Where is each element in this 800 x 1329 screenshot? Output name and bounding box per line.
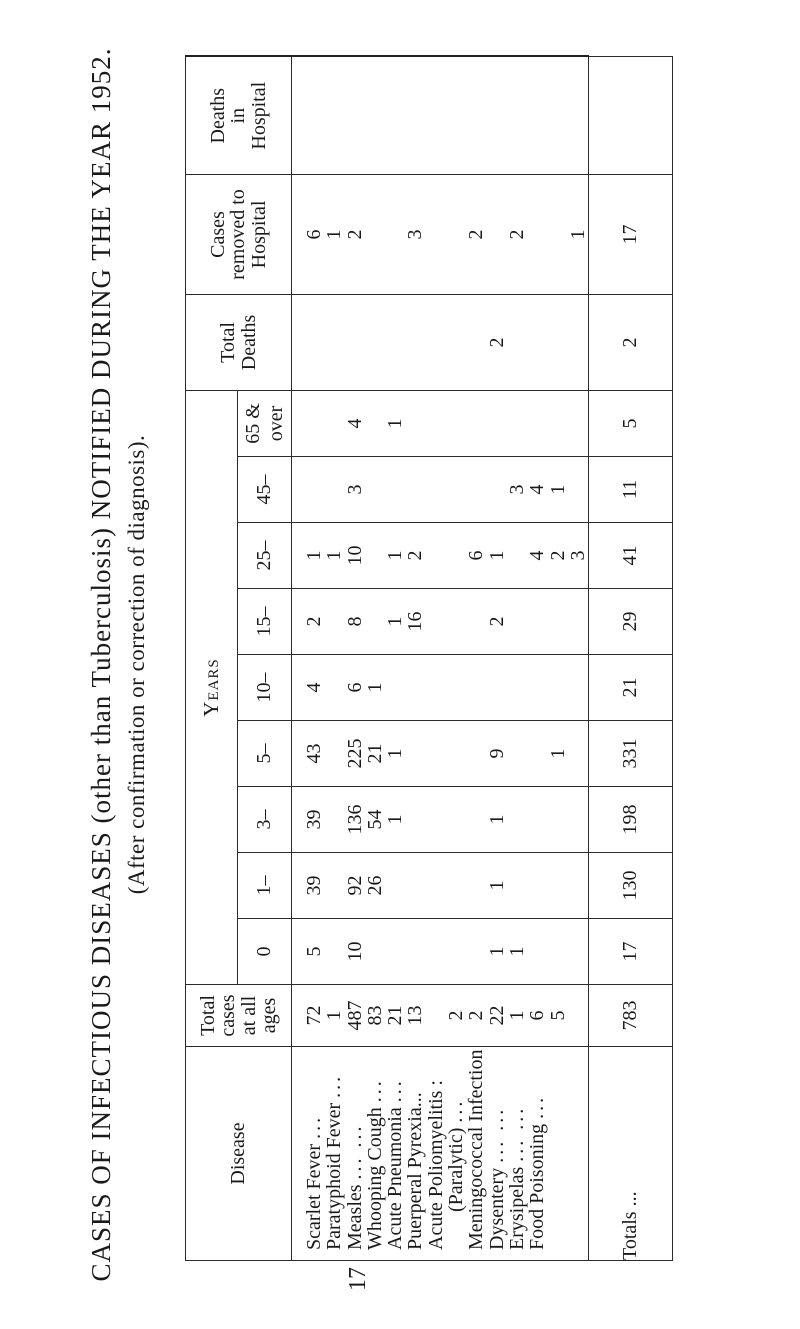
age-cell: 2	[546, 550, 569, 561]
total-cases-cell: 2	[465, 1010, 488, 1021]
totals-deaths: 2	[589, 294, 673, 390]
disease-name	[304, 1047, 324, 1260]
removed-cell: 1	[323, 229, 346, 240]
age-cell: 92	[343, 875, 366, 896]
hospital-deaths-cell	[405, 57, 425, 174]
age-cell	[426, 721, 446, 786]
age-cell	[324, 589, 344, 654]
age-cell	[365, 523, 385, 588]
age-cell: 10	[343, 545, 366, 566]
age-10-column	[292, 655, 589, 721]
deaths-cell	[426, 295, 446, 390]
totals-age-1: 130	[589, 853, 673, 919]
disease-label: Acute Pneumonia	[384, 1107, 407, 1250]
age-cell	[568, 919, 588, 984]
age-cell: 1	[323, 550, 346, 561]
header-disease: Disease	[186, 1047, 292, 1261]
header-age-1: 1–	[238, 853, 292, 919]
age-cell: 43	[303, 743, 325, 764]
age-cell	[507, 721, 527, 786]
age-cell: 1	[384, 814, 407, 825]
age-cell	[507, 853, 527, 918]
removed-cell	[426, 175, 446, 294]
age-cell: 5	[303, 946, 325, 957]
age-cell	[527, 391, 547, 456]
age-cell	[385, 655, 405, 720]
age-cell	[527, 721, 547, 786]
hospital-deaths-cell	[385, 57, 405, 174]
disease-column	[292, 1047, 589, 1261]
age-cell	[548, 589, 568, 654]
total-cases-cell: 13	[404, 1005, 427, 1026]
totals-removed: 17	[589, 174, 673, 294]
age-cell	[527, 787, 547, 852]
removed-cell: 1	[566, 229, 589, 240]
age-cell: 39	[303, 875, 325, 896]
disease-name	[446, 1047, 466, 1260]
total-cases-cell: 22	[485, 1005, 508, 1026]
disease-label: Food Poisoning	[526, 1123, 549, 1250]
removed-cell: 2	[343, 229, 366, 240]
removed-cell: 2	[505, 229, 528, 240]
age-cell: 4	[343, 418, 366, 429]
leader-dots: ...	[384, 1078, 407, 1103]
age-cell	[446, 391, 466, 456]
header-deaths-in-hospital: Deaths in Hospital	[186, 56, 292, 174]
totals-row	[589, 56, 673, 1260]
age-cell	[426, 589, 446, 654]
age-cell: 39	[303, 809, 325, 830]
age-cell	[405, 457, 425, 522]
age-cell: 6	[343, 682, 366, 693]
totals-age-45: 11	[589, 457, 673, 523]
disease-name	[385, 1047, 405, 1260]
age-cell	[324, 391, 344, 456]
age-cell: 21	[363, 743, 386, 764]
header-total-cases: Total cases at all ages	[186, 985, 292, 1047]
age-cell	[466, 457, 486, 522]
total-cases-cell: 1	[505, 1010, 528, 1021]
age-cell: 4	[526, 484, 549, 495]
age-cell: 9	[485, 748, 508, 759]
page-number: 17	[345, 1267, 371, 1291]
header-age-45: 45–	[238, 457, 292, 523]
age-cell: 6	[465, 550, 488, 561]
age-cell	[324, 721, 344, 786]
deaths-cell	[405, 295, 425, 390]
age-cell	[507, 391, 527, 456]
hospital-deaths-cell	[568, 57, 588, 174]
totals-age-5: 331	[589, 721, 673, 787]
totals-label: Totals ...	[589, 1047, 673, 1261]
totals-age-3: 198	[589, 787, 673, 853]
age-cell: 26	[363, 875, 386, 896]
hospital-deaths-cell	[527, 57, 547, 174]
header-removed-to-hospital: Cases removed to Hospital	[186, 174, 292, 294]
age-cell: 1	[363, 682, 386, 693]
age-cell: 1	[485, 946, 508, 957]
age-cell: 8	[343, 616, 366, 627]
age-cell	[365, 457, 385, 522]
header-total-deaths: Total Deaths	[186, 294, 292, 390]
removed-cell: 6	[303, 229, 325, 240]
totals-age-65-over: 5	[589, 390, 673, 456]
age-cell	[466, 787, 486, 852]
age-cell	[446, 655, 466, 720]
removed-cell	[527, 175, 547, 294]
disease-name: Puerperal Pyrexia...	[404, 1092, 427, 1250]
totals-age-10: 21	[589, 655, 673, 721]
total-cases-cell	[426, 985, 446, 1046]
disease-label: Scarlet Fever	[303, 1143, 325, 1250]
age-cell	[446, 919, 466, 984]
leader-dots: ...	[323, 1073, 346, 1098]
deaths-cell	[527, 295, 547, 390]
total-deaths-column	[292, 294, 589, 390]
header-age-15: 15–	[238, 589, 292, 655]
age-cell: 3	[566, 550, 589, 561]
header-age-65-over: 65 & over	[238, 390, 292, 456]
age-cell	[568, 391, 588, 456]
disease-label: Whooping Cough	[363, 1107, 386, 1250]
age-cell	[365, 919, 385, 984]
total-cases-cell: 2	[445, 1010, 468, 1021]
deaths-cell	[446, 295, 466, 390]
age-cell	[324, 655, 344, 720]
age-15-column	[292, 589, 589, 655]
header-years: Years	[186, 390, 238, 984]
header-age-5: 5–	[238, 721, 292, 787]
age-cell: 1	[505, 946, 528, 957]
age-cell	[426, 853, 446, 918]
leader-dots: ... ...	[343, 1123, 366, 1180]
age-cell	[324, 787, 344, 852]
disease-name	[345, 1047, 365, 1260]
age-cell	[446, 523, 466, 588]
age-cell	[365, 391, 385, 456]
age-cell	[304, 391, 324, 456]
age-cell	[405, 919, 425, 984]
removed-cell	[548, 175, 568, 294]
disease-label: Measles	[343, 1184, 366, 1250]
disease-name	[548, 1047, 568, 1260]
age-45-column	[292, 457, 589, 523]
disease-name: Acute Poliomyelitis :	[424, 1080, 447, 1250]
age-cell	[426, 391, 446, 456]
age-cell: 4	[303, 682, 325, 693]
deaths-cell	[466, 295, 486, 390]
age-cell	[426, 457, 446, 522]
totals-hospital-deaths	[589, 56, 673, 174]
age-1-column	[292, 853, 589, 919]
age-cell	[405, 853, 425, 918]
age-cell: 1	[485, 880, 508, 891]
age-cell	[507, 787, 527, 852]
age-cell	[568, 457, 588, 522]
age-cell: 1	[384, 418, 407, 429]
disease-name	[507, 1047, 527, 1260]
age-cell	[365, 589, 385, 654]
age-cell	[385, 457, 405, 522]
removed-cell	[385, 175, 405, 294]
age-cell: 1	[485, 550, 508, 561]
deaths-cell	[385, 295, 405, 390]
age-cell: 1	[303, 550, 325, 561]
hospital-deaths-cell	[548, 57, 568, 174]
age-cell	[405, 655, 425, 720]
age-cell	[405, 391, 425, 456]
deaths-cell	[345, 295, 365, 390]
age-25-column	[292, 523, 589, 589]
age-cell	[548, 655, 568, 720]
disease-name	[365, 1047, 385, 1260]
age-cell: 1	[384, 748, 407, 759]
removed-cell	[365, 175, 385, 294]
totals-age-15: 29	[589, 589, 673, 655]
age-cell: 3	[343, 484, 366, 495]
age-cell: 10	[343, 941, 366, 962]
age-cell: 1	[485, 814, 508, 825]
hospital-deaths-cell	[324, 57, 344, 174]
disease-name	[568, 1047, 588, 1260]
age-cell	[568, 721, 588, 786]
deaths-cell	[548, 295, 568, 390]
leader-dots: ...	[303, 1114, 325, 1139]
deaths-cell	[365, 295, 385, 390]
leader-dots: ... ...	[485, 1106, 508, 1163]
age-cell	[527, 853, 547, 918]
hospital-deaths-cell	[365, 57, 385, 174]
header-age-0: 0	[238, 919, 292, 985]
disease-rows	[292, 56, 589, 1260]
age-5-column	[292, 721, 589, 787]
disease-label: (Paralytic)	[445, 1127, 468, 1212]
age-cell	[548, 853, 568, 918]
age-cell	[446, 721, 466, 786]
leader-dots: ...	[363, 1078, 386, 1103]
age-cell	[446, 589, 466, 654]
hospital-deaths-cell	[487, 57, 507, 174]
hospital-deaths-cell	[507, 57, 527, 174]
age-cell	[527, 655, 547, 720]
deaths-cell	[324, 295, 344, 390]
age-cell	[324, 457, 344, 522]
leader-dots: ... ...	[505, 1105, 528, 1162]
disease-table	[185, 55, 673, 1261]
age-cell	[507, 523, 527, 588]
age-cell	[487, 655, 507, 720]
age-cell	[426, 523, 446, 588]
age-cell	[548, 919, 568, 984]
age-cell	[466, 919, 486, 984]
age-cell: 1	[384, 616, 407, 627]
age-cell	[426, 919, 446, 984]
age-cell: 16	[404, 611, 427, 632]
age-cell	[568, 787, 588, 852]
total-cases-cell: 72	[303, 1005, 325, 1026]
deaths-cell: 2	[485, 337, 508, 348]
disease-label: Erysipelas	[505, 1166, 528, 1250]
age-cell	[548, 391, 568, 456]
page-title: CASES OF INFECTIOUS DISEASES (other than Tuberculosis) NOTIFIED DURING THE YEAR 1952.	[86, 47, 116, 1282]
total-cases-cell: 6	[526, 1010, 549, 1021]
age-65-column	[292, 390, 589, 456]
age-cell	[548, 787, 568, 852]
age-cell: 2	[485, 616, 508, 627]
hospital-deaths-cell	[446, 57, 466, 174]
age-cell: 2	[404, 550, 427, 561]
age-cell: 1	[384, 550, 407, 561]
total-cases-cell: 83	[363, 1005, 386, 1026]
age-cell	[426, 655, 446, 720]
disease-name	[487, 1047, 507, 1260]
total-cases-column	[292, 985, 589, 1047]
age-cell: 1	[546, 484, 569, 495]
age-cell	[466, 721, 486, 786]
age-cell	[466, 655, 486, 720]
age-cell	[466, 853, 486, 918]
age-cell: 225	[343, 738, 366, 769]
total-cases-cell	[568, 985, 588, 1046]
removed-cell	[446, 175, 466, 294]
hospital-deaths-cell	[466, 57, 486, 174]
age-cell	[324, 919, 344, 984]
hospital-deaths-cell	[426, 57, 446, 174]
deaths-cell	[304, 295, 324, 390]
age-cell	[446, 787, 466, 852]
age-0-column	[292, 919, 589, 985]
disease-name	[527, 1047, 547, 1260]
header-age-3: 3–	[238, 787, 292, 853]
age-cell	[507, 589, 527, 654]
removed-cell	[487, 175, 507, 294]
age-cell	[304, 457, 324, 522]
total-cases-cell: 487	[343, 1000, 366, 1031]
removed-cell: 3	[404, 229, 427, 240]
disease-name: Meningococcal Infection	[465, 1049, 488, 1250]
age-cell	[487, 457, 507, 522]
age-cell: 136	[343, 804, 366, 835]
age-cell	[527, 589, 547, 654]
deaths-cell	[507, 295, 527, 390]
total-cases-cell: 21	[384, 1005, 407, 1026]
age-cell	[324, 853, 344, 918]
totals-age-25: 41	[589, 523, 673, 589]
age-cell	[568, 655, 588, 720]
age-cell	[507, 655, 527, 720]
age-cell	[446, 457, 466, 522]
age-cell	[446, 853, 466, 918]
header-age-10: 10–	[238, 655, 292, 721]
removed-cell: 2	[465, 229, 488, 240]
disease-name	[324, 1047, 344, 1260]
disease-label: Dysentery	[485, 1167, 508, 1250]
removed-column	[292, 174, 589, 294]
age-cell	[568, 853, 588, 918]
total-cases-cell: 1	[323, 1010, 346, 1021]
leader-dots: ...	[526, 1094, 549, 1119]
deaths-cell	[568, 295, 588, 390]
age-cell	[487, 391, 507, 456]
age-cell	[426, 787, 446, 852]
hospital-deaths-column	[292, 56, 589, 174]
age-cell: 54	[363, 809, 386, 830]
hospital-deaths-cell	[304, 57, 324, 174]
age-cell: 2	[303, 616, 325, 627]
age-cell: 1	[546, 748, 569, 759]
age-cell	[466, 391, 486, 456]
total-cases-cell: 5	[546, 1010, 569, 1021]
age-cell	[405, 787, 425, 852]
leader-dots: ...	[445, 1098, 468, 1123]
age-cell	[527, 919, 547, 984]
age-cell: 4	[526, 550, 549, 561]
disease-label: Paratyphoid Fever	[323, 1102, 346, 1250]
totals-total-cases: 783	[589, 985, 673, 1047]
hospital-deaths-cell	[345, 57, 365, 174]
page-subtitle: (After confirmation or correction of diagnosis).	[124, 434, 149, 895]
age-cell	[405, 721, 425, 786]
header-age-25: 25–	[238, 523, 292, 589]
age-cell	[466, 589, 486, 654]
age-cell	[385, 919, 405, 984]
age-cell: 3	[505, 484, 528, 495]
age-cell	[568, 589, 588, 654]
age-3-column	[292, 787, 589, 853]
totals-age-0: 17	[589, 919, 673, 985]
age-cell	[385, 853, 405, 918]
